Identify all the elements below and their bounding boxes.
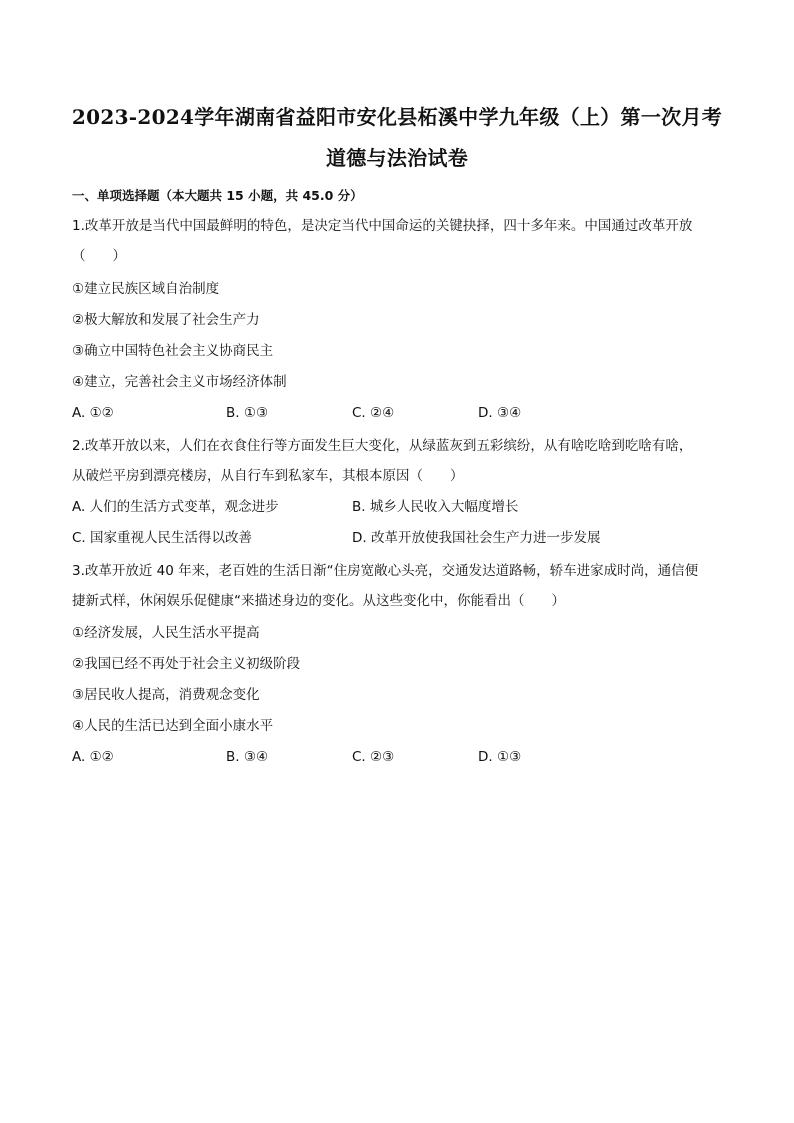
question-2-option-b: B. 城乡人民收入大幅度增长 (352, 499, 519, 515)
question-3-option-d: D. ①③ (478, 749, 522, 765)
question-2-option-c: C. 国家重视人民生活得以改善 (72, 530, 253, 546)
question-1-option-a: A. ①② (72, 405, 114, 421)
question-2-stem-line2: 从破烂平房到漂亮楼房，从自行车到私家车，其根本原因（ ） (72, 468, 464, 484)
question-1-option-b: B. ①③ (226, 405, 269, 421)
question-2-option-a: A. 人们的生活方式变革，观念进步 (72, 499, 279, 515)
question-1-stem-line1: 1.改革开放是当代中国最鲜明的特色，是决定当代中国命运的关键抉择，四十多年来。中国通过改革开放 (72, 218, 693, 234)
question-3-item-2: ②我国已经不再处于社会主义初级阶段 (72, 656, 301, 672)
question-1-item-2: ②极大解放和发展了社会生产力 (72, 312, 260, 328)
question-3-option-a: A. ①② (72, 749, 114, 765)
question-1-item-4: ④建立，完善社会主义市场经济体制 (72, 374, 287, 390)
exam-title-line2: 道德与法治试卷 (325, 146, 469, 170)
question-2-option-d: D. 改革开放使我国社会生产力进一步发展 (352, 530, 601, 546)
question-3-stem-line1: 3.改革开放近 40 年来，老百姓的生活日渐“住房宽敞心头亮，交通发达道路畅，轿车进家成时尚，通信便 (72, 563, 699, 579)
question-3-item-4: ④人民的生活已达到全面小康水平 (72, 718, 274, 734)
question-2-stem-line1: 2.改革开放以来，人们在衣食住行等方面发生巨大变化，从绿蓝灰到五彩缤纷，从有啥吃啥到吃啥有啥， (72, 438, 693, 454)
question-3-item-3: ③居民收人提高，消费观念变化 (72, 687, 260, 703)
exam-title-line1: 2023-2024学年湖南省益阳市安化县柘溪中学九年级（上）第一次月考 (71, 105, 723, 129)
question-1-item-3: ③确立中国特色社会主义协商民主 (72, 343, 274, 359)
question-3-item-1: ①经济发展，人民生活水平提高 (72, 625, 260, 641)
question-1-option-d: D. ③④ (478, 405, 522, 421)
question-3-option-b: B. ③④ (226, 749, 269, 765)
question-3-option-c: C. ②③ (352, 749, 395, 765)
question-1-stem-line2: （ ） (72, 248, 126, 264)
section-heading: 一、单项选择题（本大题共 15 小题，共 45.0 分） (72, 188, 363, 203)
question-3-stem-line2: 捷新式样，休闲娱乐促健康“来描述身边的变化。从这些变化中，你能看出（ ） (72, 593, 565, 609)
question-1-option-c: C. ②④ (352, 405, 395, 421)
question-1-item-1: ①建立民族区域自治制度 (72, 281, 220, 297)
